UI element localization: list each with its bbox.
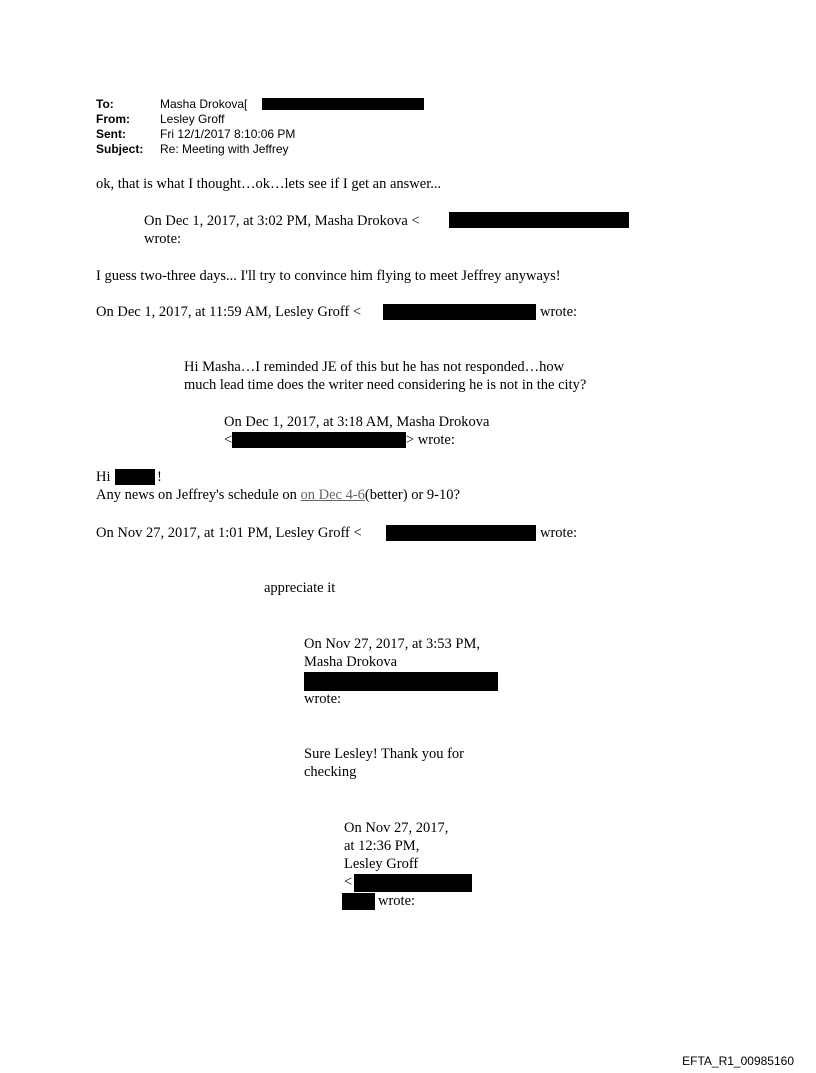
quote-4-line-b: wrote: — [540, 525, 578, 541]
quote-5-line-a: On Nov 27, 2017, at 3:53 PM, — [304, 636, 481, 652]
quote-1-line-b: wrote: — [144, 231, 182, 247]
body-line-2: I guess two-three days... I'll try to convince him flying to meet Jeffrey anyways! — [96, 268, 561, 284]
quote-6-line-d: < — [344, 874, 353, 890]
body-sure-a: Sure Lesley! Thank you for — [304, 746, 464, 762]
redaction-q2-email — [383, 304, 536, 320]
body-line-3a: Hi Masha…I reminded JE of this but he has not responded…how — [184, 359, 565, 375]
subject-label: Subject: — [96, 142, 144, 156]
quote-3-line-c: > wrote: — [406, 432, 455, 448]
greeting-exclamation: ! — [157, 469, 162, 485]
body-appreciate: appreciate it — [264, 580, 336, 596]
subject-value: Re: Meeting with Jeffrey — [160, 142, 289, 156]
body-line-3b: much lead time does the writer need considering he is not in the city? — [184, 377, 587, 393]
from-label: From: — [96, 112, 130, 126]
redaction-q5-email — [304, 672, 498, 691]
quote-5-line-c: wrote: — [304, 691, 342, 707]
quote-4-line-a: On Nov 27, 2017, at 1:01 PM, Lesley Groff < — [96, 525, 362, 541]
quote-6-line-c: Lesley Groff — [344, 856, 419, 872]
to-label: To: — [96, 97, 114, 111]
quote-2-line-b: wrote: — [540, 304, 578, 320]
document-id: EFTA_R1_00985160 — [682, 1054, 794, 1068]
quote-6-line-e: wrote: — [378, 893, 416, 909]
redaction-q1-email — [449, 212, 629, 228]
body-sure-b: checking — [304, 764, 357, 780]
quote-1-line-a: On Dec 1, 2017, at 3:02 PM, Masha Drokova < — [144, 213, 420, 229]
greeting-hi: Hi — [96, 469, 111, 485]
schedule-question — [96, 486, 460, 504]
from-value: Lesley Groff — [160, 112, 225, 126]
quote-6-line-b: at 12:36 PM, — [344, 838, 420, 854]
quote-3-line-a: On Dec 1, 2017, at 3:18 AM, Masha Drokova — [224, 414, 490, 430]
redaction-q6-email-1 — [354, 874, 472, 892]
date-link[interactable]: on Dec 4-6 — [300, 487, 365, 503]
quote-2-line-a: On Dec 1, 2017, at 11:59 AM, Lesley Groff < — [96, 304, 362, 320]
sent-value: Fri 12/1/2017 8:10:06 PM — [160, 127, 296, 141]
quote-5-line-b: Masha Drokova — [304, 654, 398, 670]
to-value: Masha Drokova[ — [160, 97, 248, 111]
redaction-to-email — [262, 98, 424, 110]
schedule-text-a: Any news on Jeffrey's schedule on — [96, 487, 301, 503]
redaction-greeting-name — [115, 469, 155, 485]
quote-3-line-b: < — [224, 432, 233, 448]
redaction-q6-email-2 — [342, 893, 375, 910]
quote-6-line-a: On Nov 27, 2017, — [344, 820, 449, 836]
redaction-q3-email — [232, 432, 406, 448]
sent-label: Sent: — [96, 127, 126, 141]
body-line-1: ok, that is what I thought…ok…lets see if I get an answer... — [96, 176, 442, 192]
redaction-q4-email — [386, 525, 536, 541]
schedule-text-b: (better) or 9-10? — [364, 487, 460, 503]
